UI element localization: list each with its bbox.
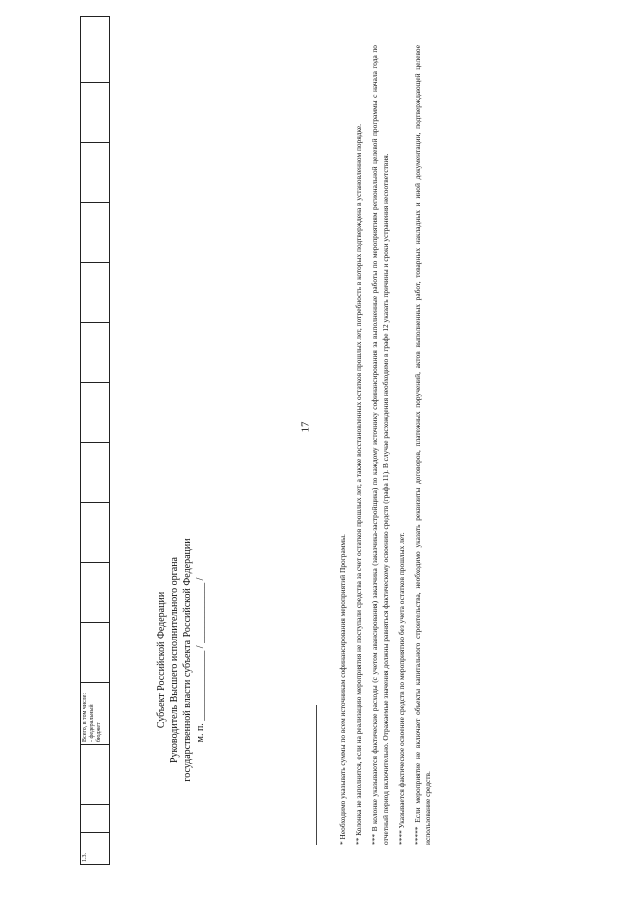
page-number: 17 (299, 421, 312, 433)
row-number-cell: 1.3. (81, 833, 110, 865)
footnote: ***** Если мероприятие не включает объекты капитального строительства, необходимо указать реквизиты договоров, платежных поручений, актов выполненных работ, товарных накладных и иной документации, подтверждающей целевое использование средств. (413, 45, 433, 845)
signature-head: Руководитель Высшего исполнительного органа (169, 557, 180, 763)
table-cell (81, 563, 110, 623)
table-cell (81, 263, 110, 323)
signature-subject: Субъект Российской Федерации (156, 591, 167, 729)
subtotal-label: Всего, в том числе: (82, 693, 88, 742)
table-cell (81, 17, 110, 83)
table-cell (81, 203, 110, 263)
table-fragment (80, 37, 110, 865)
footnote: * Необходимо указывать суммы по всем источникам софинансирования мероприятий Программы. (338, 534, 347, 845)
footnotes (338, 45, 439, 845)
table-cell (81, 745, 110, 805)
signature-authority: государственной власти субъекта Российской Федерации (182, 538, 193, 782)
table-cell (81, 383, 110, 443)
signature-block (155, 475, 207, 845)
subtotal-sub-label: - федеральный бюджет (89, 704, 102, 742)
table-row (81, 17, 110, 865)
table-cell (81, 143, 110, 203)
footnote: **** Указывается фактическое освоение средств по мероприятию без учета остатков прошлых лет. (396, 532, 406, 845)
table-cell (81, 443, 110, 503)
table-cell (81, 323, 110, 383)
table-cell (81, 83, 110, 143)
table-cell (81, 805, 110, 833)
footnote-divider (316, 705, 317, 845)
footnote: *** В колонке указываются фактические расходы (с учетом авансирования) заказчика (заказчика-застройщика) по каждому источнику софинансирования за выполненные работы по мероприятиям региональной целевой программы с начала года по отчетный период включительно. Отражаемые значения должны равняться фактическому освоению средств (графа 11). В случае расхождения необходимо в графе 12 указать причины и сроки устранения несоответствия. (370, 45, 390, 845)
table-cell (81, 623, 110, 683)
table-cell (81, 503, 110, 563)
footnote: ** Колонка не заполнится, если на реализацию мероприятия не поступали средства за счет остатков прошлых лет, а также восстановленных остатков прошлых лет, потребность в которых подтверждена в установленном порядке. (354, 123, 364, 845)
subtotal-cell (81, 683, 110, 745)
signature-stamp-line: м. п. ______________ / ____________ / (195, 577, 206, 743)
